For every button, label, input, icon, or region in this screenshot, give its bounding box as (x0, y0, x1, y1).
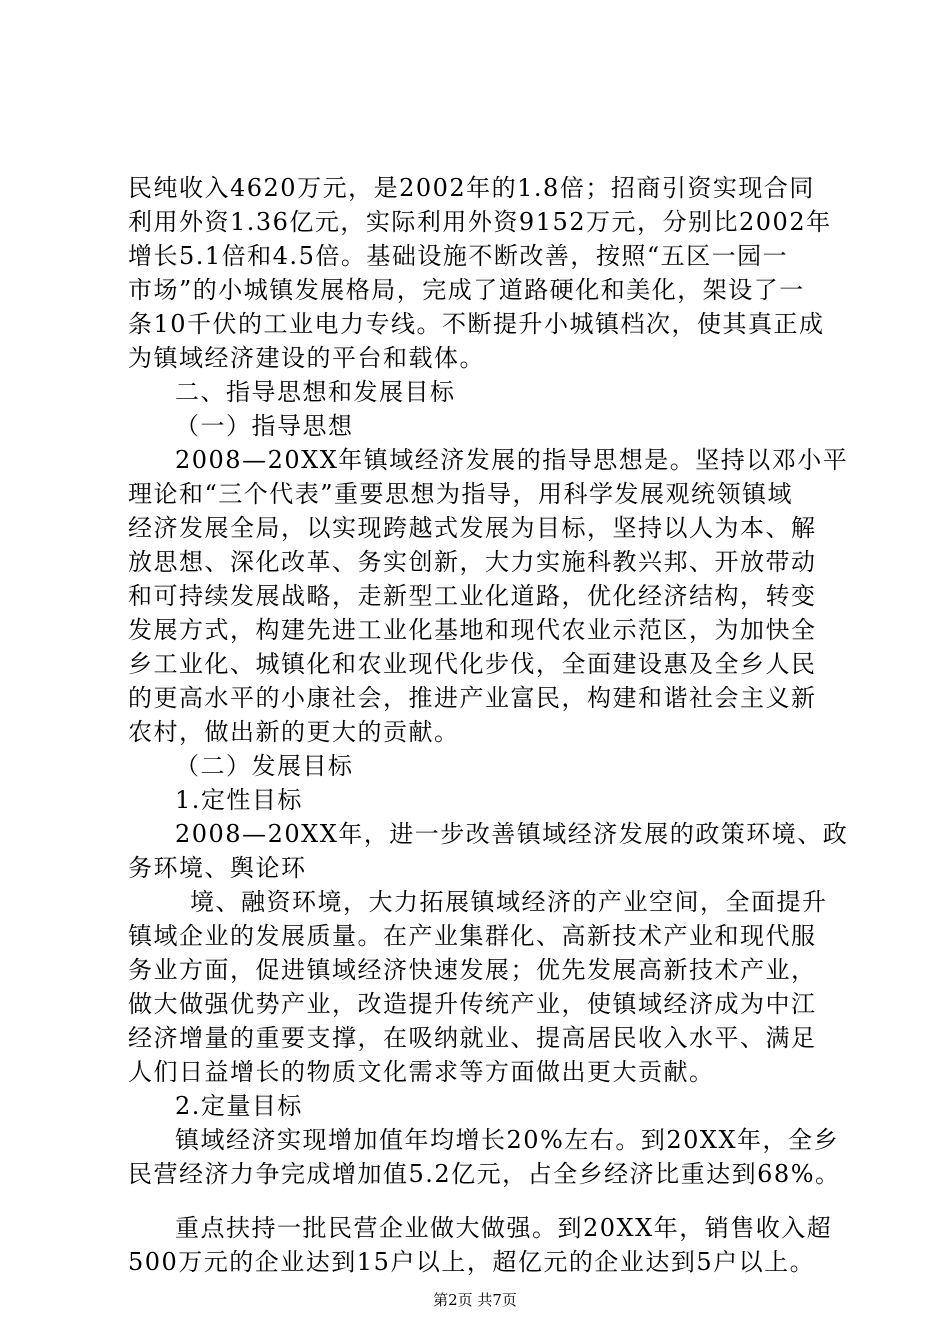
body-text-line: 2008—20XX年镇域经济发展的指导思想是。坚持以邓小平 (175, 446, 849, 474)
body-text-line: 市场”的小城镇发展格局，完成了道路硬化和美化，架设了一 (128, 276, 805, 304)
body-text-line: 理论和“三个代表”重要思想为指导，用科学发展观统领镇域 (128, 480, 794, 508)
page-footer: 第2页 共7页 (433, 1291, 517, 1309)
body-text-line: 条10千伏的工业电力专线。不断提升小城镇档次，使其真正成 (128, 310, 825, 338)
body-text-line: 利用外资1.36亿元，实际利用外资9152万元，分别比2002年 (128, 208, 832, 236)
body-text-line: 镇域企业的发展质量。在产业集群化、高新技术产业和现代服 (128, 922, 817, 950)
body-text-line: 经济增量的重要支撑，在吸纳就业、提高居民收入水平、满足 (128, 1024, 817, 1052)
body-text-line: 镇域经济实现增加值年均增长20%左右。到20XX年，全乡 (175, 1126, 840, 1154)
body-text-line: 乡工业化、城镇化和农业现代化步伐，全面建设惠及全乡人民 (128, 650, 817, 678)
body-text-line: 务环境、舆论环 (128, 854, 307, 882)
body-text-line: 人们日益增长的物质文化需求等方面做出更大贡献。 (128, 1058, 715, 1086)
body-text-line: 重点扶持一批民营企业做大做强。到20XX年，销售收入超 (175, 1214, 833, 1242)
body-text-line: 民纯收入4620万元，是2002年的1.8倍；招商引资实现合同 (128, 174, 815, 202)
body-text-line: 为镇域经济建设的平台和载体。 (128, 344, 485, 372)
body-text-line: 境、融资环境，大力拓展镇域经济的产业空间，全面提升 (190, 888, 828, 916)
body-text-line: 的更高水平的小康社会，推进产业富民，构建和谐社会主义新 (128, 684, 817, 712)
subsection-heading: （二）发展目标 (175, 752, 354, 780)
body-text-line: 2008—20XX年，进一步改善镇域经济发展的政策环境、政 (175, 820, 849, 848)
item-heading: 1.定性目标 (175, 786, 303, 814)
body-text-line: 发展方式，构建先进工业化基地和现代农业示范区，为加快全 (128, 616, 817, 644)
subsection-heading: （一）指导思想 (175, 412, 354, 440)
body-text-line: 务业方面，促进镇域经济快速发展；优先发展高新技术产业， (128, 956, 817, 984)
item-heading: 2.定量目标 (175, 1092, 303, 1120)
body-text-line: 和可持续发展战略，走新型工业化道路，优化经济结构，转变 (128, 582, 817, 610)
body-text-line: 500万元的企业达到15户以上，超亿元的企业达到5户以上。 (128, 1248, 816, 1276)
body-text-line: 做大做强优势产业，改造提升传统产业，使镇域经济成为中江 (128, 990, 817, 1018)
body-text-line: 农村，做出新的更大的贡献。 (128, 718, 460, 746)
body-text-line: 经济发展全局，以实现跨越式发展为目标，坚持以人为本、解 (128, 514, 817, 542)
body-text-line: 放思想、深化改革、务实创新，大力实施科教兴邦、开放带动 (128, 548, 817, 576)
body-text-line: 增长5.1倍和4.5倍。基础设施不断改善，按照“五区一园一 (128, 242, 789, 270)
body-text-line: 民营经济力争完成增加值5.2亿元，占全乡经济比重达到68%。 (128, 1160, 841, 1188)
section-heading: 二、指导思想和发展目标 (175, 378, 456, 406)
